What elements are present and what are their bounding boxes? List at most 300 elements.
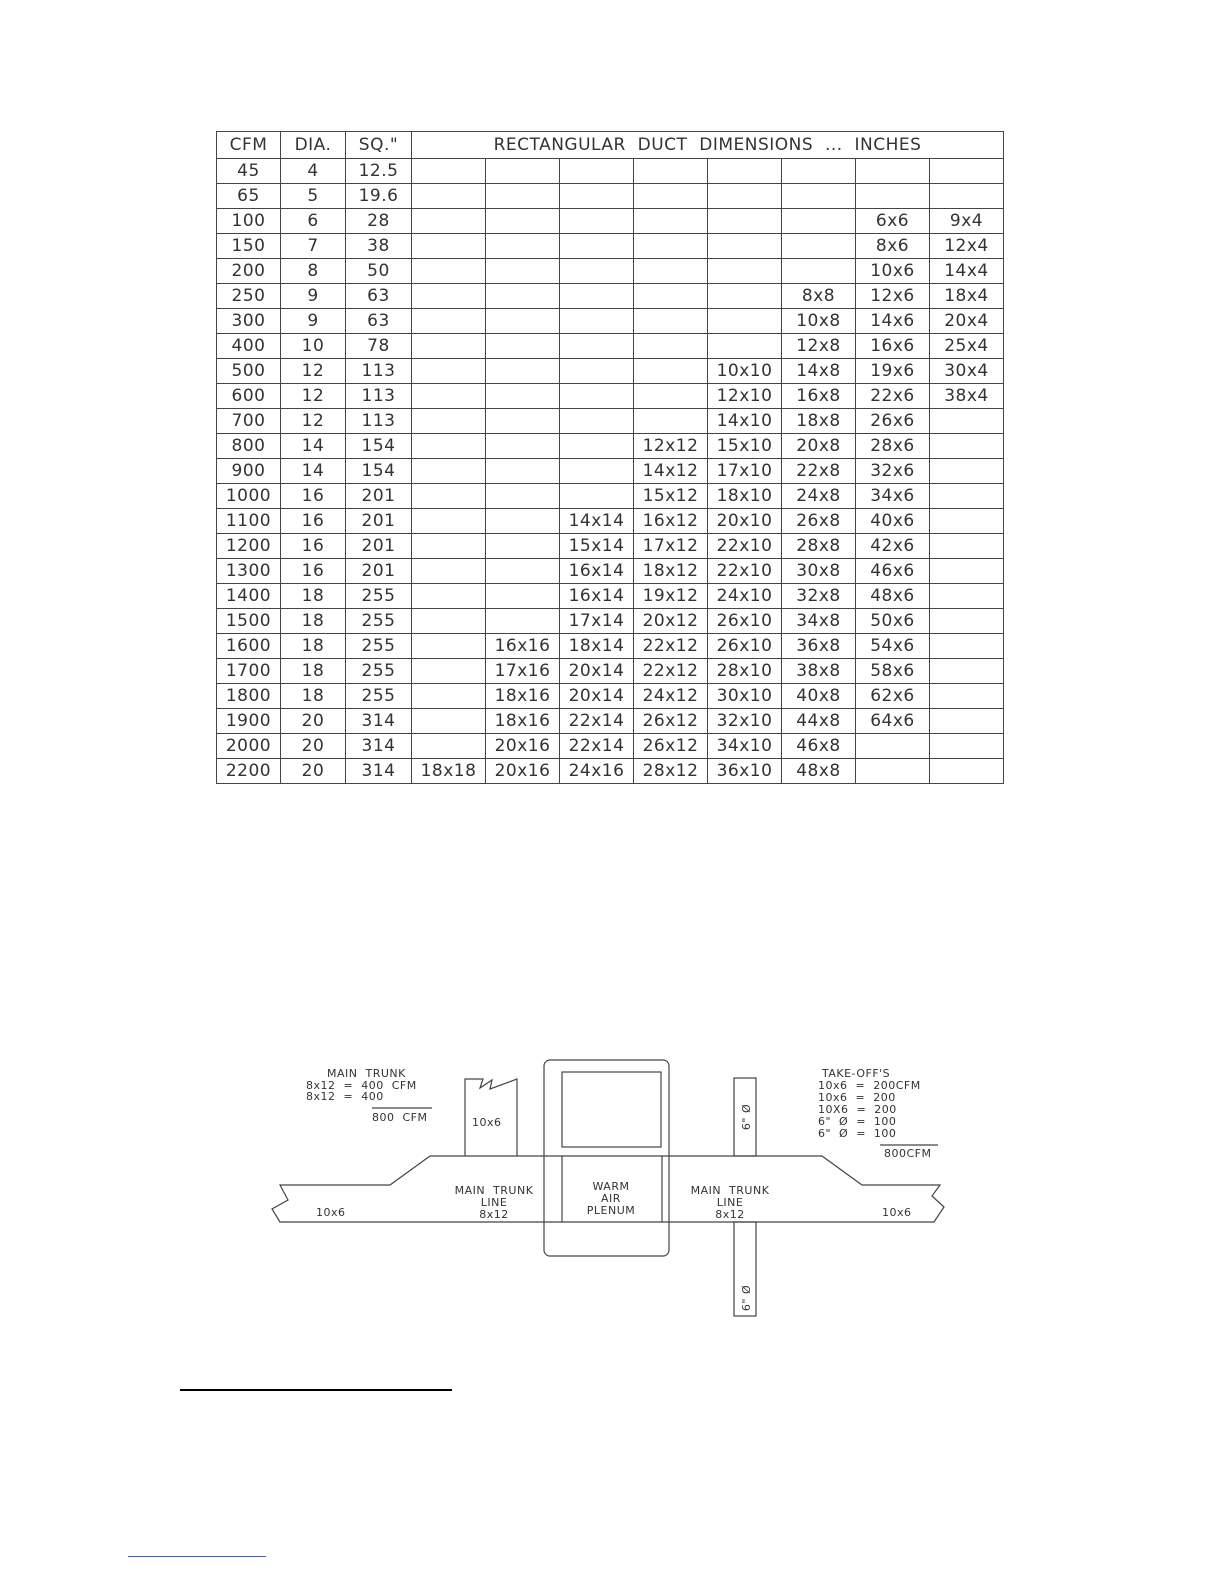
cfm-cell: 300 [217, 309, 281, 334]
duct-size-cell: 14x6 [856, 309, 930, 334]
duct-size-cell [560, 434, 634, 459]
diameter-cell: 18 [281, 609, 346, 634]
duct-size-cell: 20x8 [782, 434, 856, 459]
duct-size-cell: 40x8 [782, 684, 856, 709]
duct-size-cell: 20x12 [634, 609, 708, 634]
cfm-cell: 1200 [217, 534, 281, 559]
duct-size-cell [560, 309, 634, 334]
duct-size-cell [930, 734, 1004, 759]
area-cell: 314 [346, 734, 412, 759]
duct-size-cell: 24x16 [560, 759, 634, 784]
diameter-cell: 16 [281, 559, 346, 584]
duct-size-cell: 18x8 [782, 409, 856, 434]
duct-size-cell [708, 334, 782, 359]
duct-size-cell [634, 259, 708, 284]
table-row [217, 609, 1004, 634]
trunk-left-label-1: MAIN TRUNK [454, 1184, 534, 1197]
table-row [217, 209, 1004, 234]
header-diameter: DIA. [281, 132, 346, 159]
duct-size-cell: 34x8 [782, 609, 856, 634]
duct-size-cell: 10x10 [708, 359, 782, 384]
diameter-cell: 5 [281, 184, 346, 209]
duct-size-cell [560, 259, 634, 284]
diameter-cell: 8 [281, 259, 346, 284]
duct-size-cell: 19x6 [856, 359, 930, 384]
cfm-cell: 65 [217, 184, 281, 209]
duct-size-cell: 22x12 [634, 659, 708, 684]
duct-size-cell [634, 384, 708, 409]
duct-size-cell [486, 534, 560, 559]
duct-size-cell [412, 584, 486, 609]
duct-size-cell: 16x6 [856, 334, 930, 359]
diameter-cell: 16 [281, 534, 346, 559]
cfm-cell: 100 [217, 209, 281, 234]
duct-size-cell [856, 184, 930, 209]
duct-size-cell: 48x8 [782, 759, 856, 784]
duct-size-cell [412, 359, 486, 384]
table-row [217, 559, 1004, 584]
table-row [217, 284, 1004, 309]
area-cell: 255 [346, 584, 412, 609]
area-cell: 201 [346, 484, 412, 509]
duct-size-cell [412, 509, 486, 534]
duct-size-cell: 20x4 [930, 309, 1004, 334]
duct-size-cell [412, 534, 486, 559]
duct-size-cell: 58x6 [856, 659, 930, 684]
takeoffs-note-line: 10x6 = 200 [818, 1091, 896, 1104]
duct-size-cell [930, 509, 1004, 534]
duct-size-cell: 34x6 [856, 484, 930, 509]
duct-size-cell: 50x6 [856, 609, 930, 634]
area-cell: 50 [346, 259, 412, 284]
duct-size-cell [930, 484, 1004, 509]
area-cell: 154 [346, 459, 412, 484]
trunk-right-label-2: LINE [716, 1196, 744, 1209]
table-row [217, 309, 1004, 334]
diameter-cell: 16 [281, 484, 346, 509]
duct-size-cell: 18x16 [486, 709, 560, 734]
takeoffs-note-line: 10X6 = 200 [818, 1103, 897, 1116]
table-row [217, 434, 1004, 459]
duct-size-cell: 9x4 [930, 209, 1004, 234]
main-trunk-note-title: MAIN TRUNK [327, 1067, 406, 1080]
diameter-cell: 18 [281, 684, 346, 709]
diameter-cell: 18 [281, 659, 346, 684]
duct-size-cell: 14x4 [930, 259, 1004, 284]
duct-size-cell: 12x10 [708, 384, 782, 409]
duct-size-cell [856, 159, 930, 184]
duct-size-cell [560, 209, 634, 234]
table-row [217, 234, 1004, 259]
duct-size-cell: 32x6 [856, 459, 930, 484]
duct-size-cell: 42x6 [856, 534, 930, 559]
diameter-cell: 20 [281, 734, 346, 759]
duct-size-cell [486, 284, 560, 309]
duct-size-cell: 26x12 [634, 734, 708, 759]
duct-size-cell: 22x8 [782, 459, 856, 484]
duct-size-cell [412, 259, 486, 284]
duct-size-cell: 20x14 [560, 684, 634, 709]
duct-size-cell [560, 234, 634, 259]
cfm-cell: 250 [217, 284, 281, 309]
duct-size-cell [486, 484, 560, 509]
duct-size-cell: 18x4 [930, 284, 1004, 309]
table-row [217, 334, 1004, 359]
duct-size-cell: 12x8 [782, 334, 856, 359]
duct-size-cell: 28x8 [782, 534, 856, 559]
duct-size-cell [930, 409, 1004, 434]
duct-size-cell: 16x16 [486, 634, 560, 659]
duct-size-cell: 44x8 [782, 709, 856, 734]
duct-size-cell [412, 184, 486, 209]
duct-size-cell: 28x10 [708, 659, 782, 684]
footnote-separator [180, 1389, 452, 1391]
duct-size-cell: 26x10 [708, 609, 782, 634]
duct-size-cell: 30x4 [930, 359, 1004, 384]
duct-size-cell: 46x8 [782, 734, 856, 759]
area-cell: 113 [346, 409, 412, 434]
duct-size-cell: 17x10 [708, 459, 782, 484]
duct-size-cell: 64x6 [856, 709, 930, 734]
table-row [217, 584, 1004, 609]
table-row [217, 759, 1004, 784]
area-cell: 12.5 [346, 159, 412, 184]
duct-size-cell [560, 284, 634, 309]
table-row [217, 534, 1004, 559]
cfm-cell: 1900 [217, 709, 281, 734]
duct-size-cell: 24x8 [782, 484, 856, 509]
cfm-cell: 1700 [217, 659, 281, 684]
area-cell: 255 [346, 609, 412, 634]
duct-size-cell [708, 209, 782, 234]
duct-size-cell [930, 559, 1004, 584]
area-cell: 63 [346, 309, 412, 334]
cfm-cell: 1600 [217, 634, 281, 659]
duct-size-cell: 28x12 [634, 759, 708, 784]
duct-size-cell: 38x4 [930, 384, 1004, 409]
duct-size-cell: 22x10 [708, 534, 782, 559]
duct-size-cell: 20x16 [486, 734, 560, 759]
duct-size-cell: 46x6 [856, 559, 930, 584]
duct-size-cell: 17x14 [560, 609, 634, 634]
duct-size-cell: 20x14 [560, 659, 634, 684]
duct-size-cell: 18x18 [412, 759, 486, 784]
duct-size-cell [486, 359, 560, 384]
duct-size-cell [412, 434, 486, 459]
duct-size-cell [856, 734, 930, 759]
table-row [217, 359, 1004, 384]
duct-size-cell [634, 409, 708, 434]
duct-size-cell [412, 284, 486, 309]
trunk-left-label-3: 8x12 [479, 1208, 509, 1221]
duct-size-cell: 22x14 [560, 709, 634, 734]
diameter-cell: 10 [281, 334, 346, 359]
duct-size-cell [782, 184, 856, 209]
duct-size-cell: 26x10 [708, 634, 782, 659]
cfm-cell: 400 [217, 334, 281, 359]
duct-size-cell [560, 409, 634, 434]
cfm-cell: 200 [217, 259, 281, 284]
duct-size-cell [412, 409, 486, 434]
takeoffs-note-title: TAKE-OFF'S [822, 1067, 891, 1080]
duct-size-cell: 17x12 [634, 534, 708, 559]
duct-size-cell: 22x14 [560, 734, 634, 759]
trunk-right-end-label: 10x6 [882, 1206, 912, 1219]
cfm-cell: 150 [217, 234, 281, 259]
main-trunk-note-total: 800 CFM [372, 1111, 428, 1124]
duct-size-cell: 16x14 [560, 584, 634, 609]
duct-size-cell [930, 184, 1004, 209]
duct-size-cell: 12x12 [634, 434, 708, 459]
area-cell: 314 [346, 709, 412, 734]
duct-size-cell [782, 159, 856, 184]
branch-left-label: 10x6 [472, 1116, 502, 1129]
duct-size-cell: 10x8 [782, 309, 856, 334]
table-row [217, 709, 1004, 734]
table-row [217, 659, 1004, 684]
duct-size-cell: 30x8 [782, 559, 856, 584]
plenum-label-3: PLENUM [586, 1204, 636, 1217]
cfm-cell: 600 [217, 384, 281, 409]
duct-size-cell [412, 659, 486, 684]
duct-size-cell [486, 384, 560, 409]
duct-size-cell [412, 609, 486, 634]
duct-size-cell: 8x8 [782, 284, 856, 309]
duct-size-cell [930, 434, 1004, 459]
duct-size-cell [782, 234, 856, 259]
duct-size-cell [412, 709, 486, 734]
duct-size-cell: 32x8 [782, 584, 856, 609]
duct-size-cell [634, 309, 708, 334]
cfm-cell: 1100 [217, 509, 281, 534]
diameter-cell: 16 [281, 509, 346, 534]
duct-size-cell: 24x10 [708, 584, 782, 609]
table-row [217, 509, 1004, 534]
duct-size-cell [634, 359, 708, 384]
duct-size-cell: 16x12 [634, 509, 708, 534]
area-cell: 113 [346, 359, 412, 384]
table-row [217, 259, 1004, 284]
plenum-label-2: AIR [601, 1192, 621, 1205]
cfm-cell: 1300 [217, 559, 281, 584]
duct-size-cell: 12x6 [856, 284, 930, 309]
cfm-cell: 700 [217, 409, 281, 434]
duct-size-cell: 10x6 [856, 259, 930, 284]
duct-size-cell: 15x10 [708, 434, 782, 459]
duct-size-cell: 17x16 [486, 659, 560, 684]
duct-size-cell: 14x8 [782, 359, 856, 384]
duct-size-cell: 62x6 [856, 684, 930, 709]
cfm-cell: 800 [217, 434, 281, 459]
diameter-cell: 14 [281, 434, 346, 459]
duct-size-cell: 54x6 [856, 634, 930, 659]
duct-layout-diagram [0, 1040, 1225, 1320]
takeoffs-note-line: 6" Ø = 100 [818, 1127, 897, 1140]
table-row [217, 184, 1004, 209]
cfm-cell: 2000 [217, 734, 281, 759]
duct-size-cell [782, 259, 856, 284]
duct-size-cell [486, 459, 560, 484]
duct-size-cell [930, 534, 1004, 559]
duct-size-cell: 20x10 [708, 509, 782, 534]
duct-size-cell [782, 209, 856, 234]
diameter-cell: 20 [281, 759, 346, 784]
table-header-row [217, 132, 1004, 159]
duct-size-cell: 14x12 [634, 459, 708, 484]
area-cell: 19.6 [346, 184, 412, 209]
duct-size-cell [560, 459, 634, 484]
duct-size-cell [708, 184, 782, 209]
duct-size-cell [560, 384, 634, 409]
duct-size-cell [486, 209, 560, 234]
duct-size-cell [412, 459, 486, 484]
table-body [217, 159, 1004, 784]
round-bottom-label: 6" Ø [740, 1284, 753, 1312]
plenum-label-1: WARM [592, 1180, 630, 1193]
duct-size-cell: 18x10 [708, 484, 782, 509]
area-cell: 78 [346, 334, 412, 359]
duct-size-cell [412, 159, 486, 184]
duct-size-cell [560, 184, 634, 209]
area-cell: 154 [346, 434, 412, 459]
table-row [217, 484, 1004, 509]
duct-size-cell: 26x12 [634, 709, 708, 734]
duct-size-cell: 36x8 [782, 634, 856, 659]
duct-size-cell [708, 284, 782, 309]
duct-size-cell: 14x14 [560, 509, 634, 534]
plenum-inner [562, 1072, 661, 1147]
area-cell: 255 [346, 659, 412, 684]
cfm-cell: 1500 [217, 609, 281, 634]
duct-size-cell [634, 234, 708, 259]
duct-size-cell: 14x10 [708, 409, 782, 434]
area-cell: 201 [346, 534, 412, 559]
duct-size-cell: 22x6 [856, 384, 930, 409]
duct-size-cell [560, 334, 634, 359]
area-cell: 113 [346, 384, 412, 409]
duct-size-cell [560, 484, 634, 509]
cfm-cell: 1400 [217, 584, 281, 609]
duct-size-cell [708, 234, 782, 259]
main-trunk-note-line2: 8x12 = 400 [306, 1090, 384, 1103]
diameter-cell: 12 [281, 384, 346, 409]
cfm-cell: 500 [217, 359, 281, 384]
area-cell: 63 [346, 284, 412, 309]
duct-size-cell [486, 334, 560, 359]
cfm-cell: 2200 [217, 759, 281, 784]
duct-size-cell [930, 609, 1004, 634]
duct-size-cell [412, 209, 486, 234]
duct-size-cell [930, 659, 1004, 684]
header-rectangular-dimensions: RECTANGULAR DUCT DIMENSIONS ... INCHES [412, 132, 1004, 159]
duct-size-cell [412, 234, 486, 259]
table-row [217, 409, 1004, 434]
duct-size-cell [634, 159, 708, 184]
duct-sizing-table [216, 131, 1004, 784]
duct-size-cell: 16x8 [782, 384, 856, 409]
diameter-cell: 18 [281, 584, 346, 609]
trunk-left-end-label: 10x6 [316, 1206, 346, 1219]
duct-size-cell: 18x16 [486, 684, 560, 709]
table-row [217, 459, 1004, 484]
duct-size-cell: 24x12 [634, 684, 708, 709]
duct-size-cell [930, 634, 1004, 659]
header-cfm: CFM [217, 132, 281, 159]
duct-size-cell [486, 259, 560, 284]
duct-size-cell [412, 334, 486, 359]
diameter-cell: 18 [281, 634, 346, 659]
duct-size-cell [412, 734, 486, 759]
duct-size-cell: 15x14 [560, 534, 634, 559]
duct-size-cell [486, 309, 560, 334]
duct-size-cell [930, 159, 1004, 184]
duct-size-cell [930, 709, 1004, 734]
duct-size-cell: 38x8 [782, 659, 856, 684]
duct-size-cell [486, 184, 560, 209]
duct-size-cell: 20x16 [486, 759, 560, 784]
diameter-cell: 9 [281, 309, 346, 334]
duct-size-cell: 25x4 [930, 334, 1004, 359]
duct-size-cell [856, 759, 930, 784]
duct-size-cell: 26x8 [782, 509, 856, 534]
round-top-label: 6" Ø [740, 1103, 753, 1131]
duct-size-cell [930, 459, 1004, 484]
duct-size-cell [486, 234, 560, 259]
duct-size-cell [634, 284, 708, 309]
duct-size-cell [412, 559, 486, 584]
duct-size-cell: 28x6 [856, 434, 930, 459]
duct-size-cell [708, 309, 782, 334]
diameter-cell: 7 [281, 234, 346, 259]
table-row [217, 384, 1004, 409]
duct-size-cell [708, 259, 782, 284]
takeoffs-note-line: 6" Ø = 100 [818, 1115, 897, 1128]
duct-size-cell: 18x14 [560, 634, 634, 659]
table-row [217, 634, 1004, 659]
area-cell: 38 [346, 234, 412, 259]
takeoffs-note-total: 800CFM [884, 1147, 932, 1160]
duct-size-cell: 32x10 [708, 709, 782, 734]
area-cell: 255 [346, 634, 412, 659]
area-cell: 201 [346, 509, 412, 534]
link-underline [128, 1556, 266, 1557]
table-row [217, 159, 1004, 184]
duct-size-cell [708, 159, 782, 184]
duct-size-cell [486, 434, 560, 459]
diameter-cell: 12 [281, 409, 346, 434]
duct-size-cell: 6x6 [856, 209, 930, 234]
area-cell: 255 [346, 684, 412, 709]
duct-size-cell: 8x6 [856, 234, 930, 259]
duct-size-cell: 34x10 [708, 734, 782, 759]
duct-size-cell [486, 559, 560, 584]
cfm-cell: 1000 [217, 484, 281, 509]
diameter-cell: 6 [281, 209, 346, 234]
plenum-outer [544, 1060, 669, 1256]
duct-size-cell: 15x12 [634, 484, 708, 509]
table-row [217, 734, 1004, 759]
diameter-cell: 12 [281, 359, 346, 384]
duct-size-cell [560, 359, 634, 384]
duct-size-cell [930, 584, 1004, 609]
diameter-cell: 4 [281, 159, 346, 184]
duct-size-cell [412, 684, 486, 709]
duct-size-cell [930, 759, 1004, 784]
cfm-cell: 45 [217, 159, 281, 184]
duct-size-cell: 22x10 [708, 559, 782, 584]
duct-size-cell [486, 409, 560, 434]
duct-size-cell [486, 159, 560, 184]
